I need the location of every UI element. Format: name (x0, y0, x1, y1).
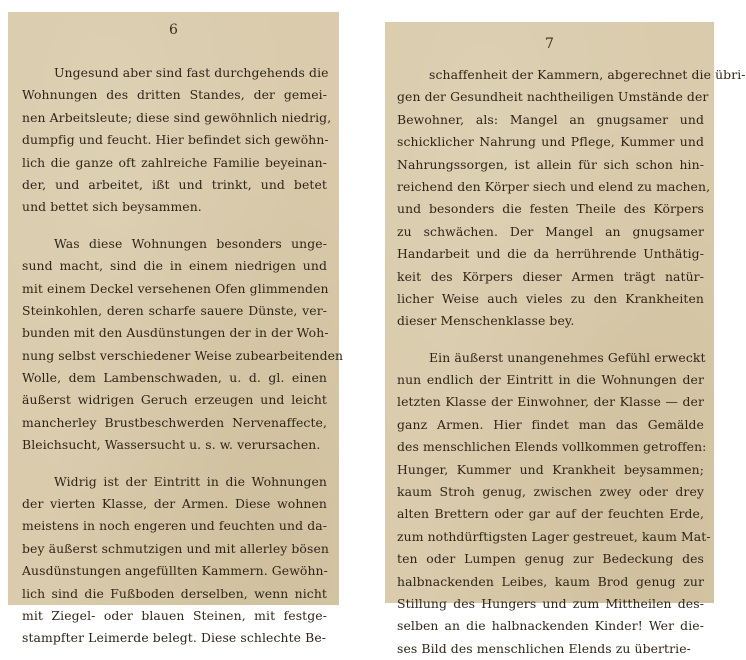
text-line: ses Bild des menschlichen Elends zu übertrie- (397, 640, 691, 656)
text-line: kaum Stroh genug, zwischen zwey oder drey (397, 484, 704, 500)
text-line: nung selbst verschiedener Weise zubearbeitenden (22, 347, 344, 363)
text-line: mit Ziegel- oder blauen Steinen, mit festge- (22, 607, 327, 623)
text-line: Bewohner, als: Mangel an gnugsamer und (397, 111, 704, 127)
text-line: äußerst widrigen Geruch erzeugen und leicht (22, 392, 327, 408)
text-line: Widrig ist der Eintritt in die Wohnungen (54, 473, 327, 489)
paragraph (22, 62, 332, 219)
text-line: licher Weise auch vieles zu den Krankheiten (397, 290, 704, 306)
text-line: Wohnungen des dritten Standes, der gemei- (22, 87, 327, 103)
text-line: schaffenheit der Kammern, abgerechnet die übri- (429, 67, 746, 82)
text-line: mancherley Brustbeschwerden Nervenaffecte, (22, 414, 327, 430)
text-line: zum nothdürftigsten Lager gestreuet, kaum Mat- (397, 528, 711, 544)
text-line: Ungesund aber sind fast durchgehends die (54, 65, 329, 80)
text-line: lich sind die Fußboden derselben, wenn nicht (22, 585, 327, 601)
paragraph (397, 347, 711, 660)
text-line: halbnackenden Leibes, kaum Brod genug zur (397, 573, 704, 589)
text-line: lich die ganze oft zahlreiche Familie beyeinan- (22, 154, 327, 170)
text-line: bey äußerst schmutzigen und mit allerley bösen (22, 540, 329, 556)
text-line: ganz Armen. Hier findet man das Gemälde (397, 416, 704, 432)
text-line: und bettet sich beysammen. (22, 199, 202, 215)
text-line: Stillung des Hungers und zum Mittheilen des- (397, 595, 704, 611)
text-line: Ein äußerst unangenehmes Gefühl erweckt (429, 349, 706, 365)
left-page (8, 12, 344, 646)
text-line: und besonders die festen Theile des Körpers (397, 201, 704, 217)
text-line: bunden mit den Ausdünstungen der in der Woh- (22, 325, 329, 341)
text-line: letzten Klasse der Einwohner, der Klasse — der (397, 394, 704, 410)
text-line: alten Brettern oder gar auf der feuchten Erde, (397, 506, 704, 522)
text-line: Was diese Wohnungen besonders unge- (54, 235, 327, 251)
text-line: nen Arbeitsleute; diese sind gewöhnlich niedrig, (22, 109, 332, 125)
right-page (385, 22, 746, 656)
left-page-text (22, 62, 344, 650)
text-line: Ausdünstungen angefüllten Kammern. Gewöhn- (22, 563, 328, 579)
text-line: Wolle, dem Lambenschwaden, u. d. gl. einen (22, 370, 327, 386)
page-number-right: 7 (545, 36, 554, 52)
paragraph (22, 471, 327, 650)
text-line: gen der Gesundheit nachtheiligen Umstände der (397, 89, 709, 105)
text-line: Handarbeit und die da herrührende Unthätig- (397, 246, 704, 262)
text-line: schicklicher Nahrung und Pflege, Kummer und (397, 134, 704, 150)
text-line: dumpfig und feucht. Hier befindet sich gewöhn- (22, 132, 329, 148)
page-number-left: 6 (169, 22, 178, 38)
text-line: der vierten Klasse, der Armen. Diese wohnen (22, 496, 327, 512)
text-line: dieser Menschenklasse bey. (397, 313, 575, 329)
paragraph (22, 233, 344, 457)
text-line: zu schwächen. Der Mangel an gnugsamer (397, 223, 704, 239)
text-line: selben an die halbnackenden Kinder! Wer die- (397, 618, 704, 634)
text-line: Nahrungssorgen, ist allein für sich schon hin- (397, 156, 704, 172)
text-line: nun endlich der Eintritt in die Wohnungen der (397, 372, 704, 388)
paragraph-gap (22, 219, 327, 233)
paragraph (397, 64, 746, 333)
text-line: mit einem Deckel versehenen Ofen glimmenden (22, 280, 329, 296)
paragraph-gap (22, 457, 327, 471)
text-line: Steinkohlen, deren scharfe sauere Dünste, ver- (22, 302, 327, 318)
text-line: des menschlichen Elends vollkommen getroffen: (397, 439, 707, 455)
text-line: ten oder Lumpen genug zur Bedeckung des (397, 551, 704, 567)
text-line: stampfter Leimerde belegt. Diese schlechte Be- (22, 630, 327, 646)
text-line: der, und arbeitet, ißt und trinkt, und betet (22, 176, 327, 192)
text-line: meistens in noch engeren und feuchten und da- (22, 518, 327, 534)
text-line: sund macht, sind die in einem niedrigen und (22, 258, 327, 274)
text-line: Hunger, Kummer und Krankheit beysammen; (397, 461, 704, 477)
text-line: Bleichsucht, Wassersucht u. s. w. verursachen. (22, 437, 321, 453)
text-line: reichend den Körper siech und elend zu machen, (397, 178, 711, 194)
text-line: keit des Körpers dieser Armen trägt natür- (397, 268, 704, 284)
right-page-text (397, 64, 746, 660)
paragraph-gap (397, 333, 704, 347)
